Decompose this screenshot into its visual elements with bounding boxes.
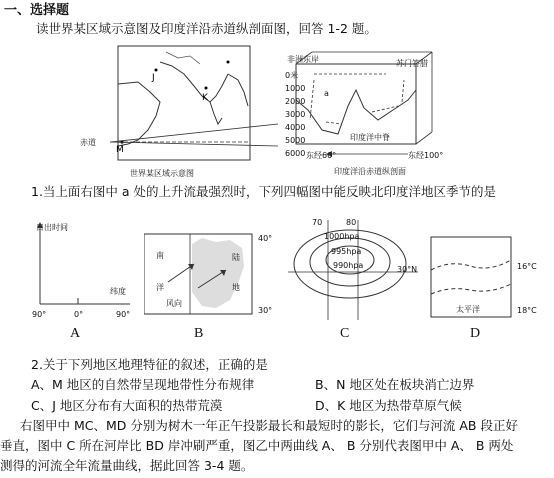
- option-b-letter: B: [194, 326, 204, 341]
- option-c-letter: C: [340, 326, 350, 341]
- depth-axis: [285, 69, 305, 160]
- option-d-letter: D: [470, 326, 481, 341]
- q2-option-a: A、M 地区的自然带呈现地带性分布规律: [31, 377, 255, 392]
- option-a-tick-2: 0°: [74, 310, 84, 319]
- depth-5000: 5000: [285, 136, 306, 145]
- option-b-label-south: 南: [156, 251, 164, 260]
- q2-option-b: B、N 地区处在板块消亡边界: [315, 377, 475, 392]
- profile-left-label: 非洲东岸: [287, 55, 319, 64]
- option-c-lat: 30°N: [397, 265, 418, 274]
- profile-point-a: a: [324, 89, 329, 98]
- depth-4000: 4000: [285, 123, 306, 132]
- option-a-tick-1: 90°: [32, 310, 47, 319]
- q2-option-c: C、J 地区分布有大面积的热带荒漠: [31, 398, 223, 413]
- option-b-label-land1: 陆: [232, 253, 240, 262]
- option-b-tick-40: 40°: [258, 234, 273, 243]
- intro-text: 读世界某区域示意图及印度洋沿赤道纵剖面图，回答 1-2 题。: [36, 21, 377, 36]
- option-a-tick-3: 90°: [116, 310, 131, 319]
- map-point-k: K: [202, 93, 208, 103]
- map-point-j: J: [152, 73, 155, 83]
- option-d-sea-label: 太平洋: [456, 305, 480, 314]
- question-2: 2.关于下列地区地理特征的叙述，正确的是: [31, 357, 268, 372]
- option-c-lon-80: 80: [346, 218, 357, 227]
- profile-right-label: 苏门答腊: [396, 59, 428, 68]
- q2-option-d: D、K 地区为热带草原气候: [315, 398, 462, 413]
- depth-2000: 2000: [285, 97, 306, 106]
- section-title: 一、选择题: [4, 3, 70, 18]
- question-1: 1.当上面右图中 a 处的上升流最强烈时，下列四幅图中能反映北印度洋地区季节的是: [31, 184, 497, 199]
- ridge-label: 印度洋中脊: [350, 133, 390, 142]
- option-b-label-wind: 风向: [166, 299, 182, 308]
- depth-1000: 1000: [285, 84, 306, 93]
- connector-lines: [110, 120, 280, 150]
- profile-caption: 印度洋沿赤道纵剖面: [334, 167, 406, 176]
- option-c-isobar-995: 995hpa: [331, 247, 362, 256]
- option-a-ylabel: 日出时间: [36, 223, 68, 232]
- map-caption: 世界某区域示意图: [130, 169, 194, 178]
- map-point-m: M: [116, 145, 124, 155]
- option-a-xlabel: 纬度: [110, 287, 126, 296]
- option-c-lon-70: 70: [312, 218, 323, 227]
- depth-3000: 3000: [285, 110, 306, 119]
- para-line-1: 右图甲中 MC、MD 分别为树木一年正午投影最长和最短时的影长，它们与河流 AB 段正好: [20, 418, 518, 433]
- option-b-graph: [144, 232, 256, 316]
- equator-label: 赤道: [80, 138, 96, 147]
- option-b-label-land2: 地: [232, 283, 240, 292]
- profile-bottom-left: 东经60°: [306, 151, 337, 160]
- option-c-isobar-1000: 1000hpa: [324, 232, 360, 241]
- profile-bottom-right: 东经100°: [408, 151, 444, 160]
- option-d-temp-18: 18°C: [517, 306, 537, 315]
- para-line-3: 测得的河流全年流量曲线，据此回答 3-4 题。: [0, 458, 254, 473]
- depth-6000: 6000: [285, 149, 306, 158]
- para-line-2: 垂直，图中 C 所在河岸比 BD 岸冲刷严重，图乙中两曲线 A、 B 分别代表图甲中 A、 B 两处: [0, 438, 514, 453]
- option-a-letter: A: [70, 326, 81, 341]
- option-c-isobar-990: 990hpa: [333, 261, 364, 270]
- depth-0: 0米: [285, 71, 299, 80]
- option-b-tick-30: 30°: [258, 306, 273, 315]
- option-d-temp-16: 16°C: [517, 262, 537, 271]
- option-b-label-ocean: 洋: [156, 283, 164, 292]
